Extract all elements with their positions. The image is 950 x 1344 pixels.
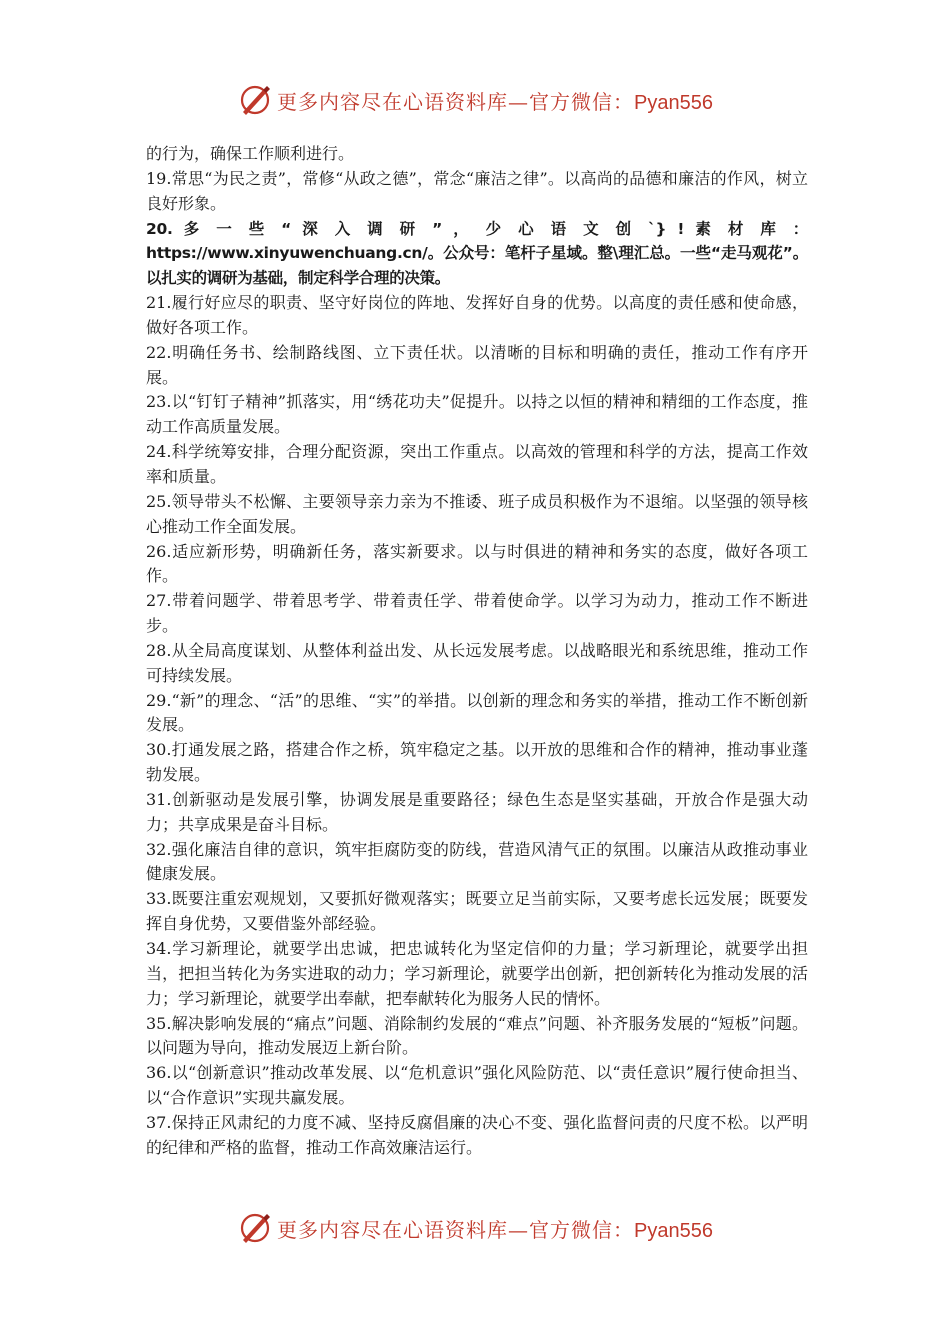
paragraph: 23.以“钉钉子精神”抓落实，用“绣花功夫”促提升。以持之以恒的精神和精细的工作态度，推动工作高质量发展。 [146, 392, 808, 437]
header-banner-text: 更多内容尽在心语资料库—官方微信：Pyan556 [277, 89, 713, 114]
paragraph: 21.履行好应尽的职责、坚守好岗位的阵地、发挥好自身的优势。以高度的责任感和使命感，做好各项工作。 [146, 293, 808, 337]
header-wechat-id: Pyan556 [634, 91, 713, 114]
paragraph: 28.从全局高度谋划、从整体利益出发、从长远发展考虑。以战略眼光和系统思维，推动工作可持续发展。 [146, 640, 808, 685]
paragraph: 的行为，确保工作顺利进行。 [146, 144, 355, 163]
footer-wechat-id: Pyan556 [634, 1219, 713, 1242]
paragraph-promo: 20. 多 一 些 “ 深 入 调 研 ” ， 少 心 语 文 创 `} ! 素 材 库 ： https://www.xinyuwenchuang.cn/。公众号：笔杆子星域。整\理汇总。一些“走马观花”。以扎实的调研为基础，制定科学合理的决策。 [146, 219, 808, 288]
footer-banner-text: 更多内容尽在心语资料库—官方微信：Pyan556 [277, 1217, 713, 1242]
paragraph: 29.“新”的理念、“活”的思维、“实”的举措。以创新的理念和务实的举措，推动工作不断创新发展。 [146, 690, 808, 735]
paragraph: 32.强化廉洁自律的意识，筑牢拒腐防变的防线，营造风清气正的氛围。以廉洁从政推动事业健康发展。 [146, 839, 808, 884]
paragraph: 35.解决影响发展的“痛点”问题、消除制约发展的“难点”问题、补齐服务发展的“短板”问题。以问题为导向，推动发展迈上新台阶。 [146, 1013, 808, 1058]
paragraph: 30.打通发展之路，搭建合作之桥，筑牢稳定之基。以开放的思维和合作的精神，推动事业蓬勃发展。 [146, 740, 808, 785]
paragraph: 25.领导带头不松懈、主要领导亲力亲为不推诿、班子成员积极作为不退缩。以坚强的领导核心推动工作全面发展。 [146, 491, 808, 536]
paragraph: 19.常思“为民之责”，常修“从政之德”，常念“廉洁之律”。以高尚的品德和廉洁的作风，树立良好形象。 [146, 168, 808, 213]
paragraph: 27.带着问题学、带着思考学、带着责任学、带着使命学。以学习为动力，推动工作不断进步。 [146, 591, 808, 636]
pen-logo-icon [237, 82, 273, 118]
paragraph: 31.创新驱动是发展引擎，协调发展是重要路径；绿色生态是坚实基础，开放合作是强大动力；共享成果是奋斗目标。 [146, 789, 808, 834]
paragraph: 36.以“创新意识”推动改革发展、以“危机意识”强化风险防范、以“责任意识”履行使命担当、以“合作意识”实现共赢发展。 [146, 1063, 808, 1108]
footer-banner [0, 1208, 950, 1248]
header-banner [0, 80, 950, 120]
paragraph: 22.明确任务书、绘制路线图、立下责任状。以清晰的目标和明确的责任，推动工作有序开展。 [146, 342, 808, 387]
document-body [146, 142, 808, 1161]
paragraph: 33.既要注重宏观规划，又要抓好微观落实；既要立足当前实际，又要考虑长远发展；既要发挥自身优势，又要借鉴外部经验。 [146, 889, 808, 934]
paragraph: 24.科学统筹安排，合理分配资源，突出工作重点。以高效的管理和科学的方法，提高工作效率和质量。 [146, 442, 808, 486]
pen-logo-icon [237, 1210, 273, 1246]
paragraph: 37.保持正风肃纪的力度不减、坚持反腐倡廉的决心不变、强化监督问责的尺度不松。以严明的纪律和严格的监督，推动工作高效廉洁运行。 [146, 1112, 808, 1157]
paragraph: 26.适应新形势，明确新任务，落实新要求。以与时俱进的精神和务实的态度，做好各项工作。 [146, 541, 808, 586]
paragraph: 34.学习新理论，就要学出忠诚，把忠诚转化为坚定信仰的力量；学习新理论，就要学出担当，把担当转化为务实进取的动力；学习新理论，就要学出创新，把创新转化为推动发展的活力；学习新理论，就要学出奉献，把奉献转化为服务人民的情怀。 [146, 939, 808, 1008]
